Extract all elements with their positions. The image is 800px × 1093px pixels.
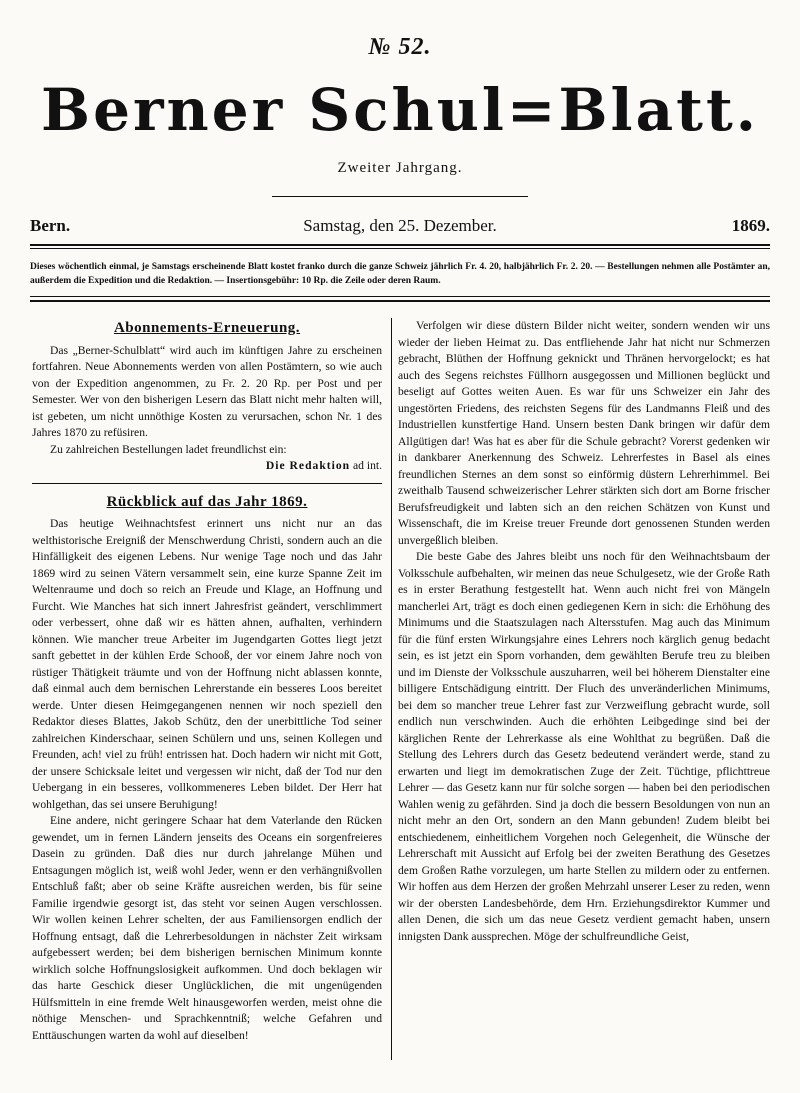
section-rule (32, 483, 382, 484)
dateline-date: Samstag, den 25. Dezember. (303, 216, 497, 235)
article-paragraph: Das „Berner-Schulblatt“ wird auch im künftigen Jahre zu erscheinen fortfahren. Neue Abonnements werden von allen Postämtern, so wie auch von der Expedition angenommen, zu Fr. 2. 20 Rp. per Post und per Semester. Wer von den bisherigen Lesern das Blatt nicht mehr halten will, ist gebeten, um nicht unnöthige Kosten zu verursachen, schon Nr. 1 des Jahres 1870 zu refüsiren. (32, 343, 382, 439)
review-article (32, 494, 382, 1045)
masthead-title: Berner Schul=Blatt. (41, 76, 759, 144)
article-paragraph: Zu zahlreichen Bestellungen ladet freundlichst ein: (50, 442, 287, 456)
header-rule-bottom (30, 248, 770, 249)
notice-rule-bottom (30, 300, 770, 302)
article-paragraph: Verfolgen wir diese düstern Bilder nicht weiter, sondern wenden wir uns wieder der lieben Heimat zu. Das entfliehende Jahr hat nicht nur Schmerzen gebracht, Blüthen der Hoffnung geknickt und Thränen hervorgelockt; es hat auch des Segens reichstes Füllhorn ausgegossen und Millionen beglückt und beseligt auf Gottes weiten Auen. Es war für uns Schweizer ein Jahr des ungestörten Friedens, des reichsten Segens für des Landmanns Fleiß und des Industriellen kunstfertige Hand. Unsern besten Dank bringen wir dafür dem Allgütigen dar! Was hat es aber für die Schule gebracht? Vorerst gedenken wir in dankbarer Anerkennung des Schweiz. Lehrerfestes in Basel als eines freundlichen Sternes an dem sonst so einförmig düstern Lehrerhimmel. Bei zweithalb Tausend schweizerischer Lehrer stärkten sich dort am Borne frischer Berufsfreudigkeit und labten sich an den reichen Schätzen von Kunst und Wissenschaft, die im Kreise treuer Freunde dort genossenen Stunden werden unvergeßlich bleiben. (398, 319, 770, 547)
article-paragraph: Eine andere, nicht geringere Schaar hat dem Vaterlande den Rücken gewendet, um in fernen Ländern jenseits des Oceans ein sorgenfreieres Dasein zu gründen. Daß dies nur durch jahrelange Mühen und Entsagungen möglich ist, weiß wohl Jeder, wenn er den verhängnißvollen Entschluß faßt; aber ob seine Kräfte ausreichen werden, bis für seine Familie irgendwie gesorgt ist, das steht vor seinen Augen verschlossen. Wir wollen keinen Lehrer schelten, der aus Familiensorgen endlich der Hoffnung entsagt, daß die Lehrerbesoldungen in nächster Zeit wirksam aufgebessert werden; bei dem bisherigen bernischen Minimum konnte wirklich solche Hoffnungslosigkeit aufkommen. Und doch beklagen wir das harte Geschick dieser Unglücklichen, die mit ungenügenden Hülfsmitteln in eine fremde Welt hinausgeworfen werden, meist ohne die nöthige Menschen- und Sprachkenntniß; welche Gefahren und Enttäuschungen warten da wohl auf dieselben! (32, 814, 382, 1042)
signoff-suffix: ad int. (353, 459, 382, 472)
header-rule-top (30, 244, 770, 246)
subscription-notice: Dieses wöchentlich einmal, je Samstags erscheinende Blatt kostet franko durch die ganze Schweiz jährlich Fr. 4. 20, halbjährlich Fr. 2. 20. — Bestellungen nehmen alle Postämter an, außerdem die Expedition und die Redaktion. — Insertionsgebühr: 10 Rp. die Zeile oder deren Raum. (30, 262, 770, 286)
dateline (30, 216, 770, 238)
subtitle-rule (272, 196, 528, 197)
issue-number: № 52. (368, 34, 432, 60)
left-column (32, 320, 382, 1044)
notice-rule-top (30, 296, 770, 297)
dateline-place: Bern. (30, 216, 71, 235)
dateline-year: 1869. (731, 216, 770, 235)
article-paragraph: Das heutige Weihnachtsfest erinnert uns nicht nur an das welthistorische Ereigniß der Menschwerdung Christi, sondern auch an die Hinfälligkeit des eigenen Lebens. Nur wenige Tage noch und das Jahr 1869 wird zu seinen Vätern versammelt sein, eine kurze Spanne Zeit im Weltenraume und doch so reich an Freude und Klage, an Hoffnung und Furcht. Wie Manches hat sich innert Jahresfrist geändert, verschlimmert oder verbessert, ohne daß wir es hätten ahnen, aufhalten, verhindern können. Wie mancher treue Arbeiter im Jugendgarten Gottes liegt jetzt sanft gebettet in der kühlen Erde Schooß, der vor einem Jahre noch von rüstiger Thätigkeit träumte und von der Hoffnung nicht ablassen konnte, daß einmal auch dem bernischen Lehrerstande ein besseres Loos bereitet werde. Unter diesen Heimgegangenen nennen wir noch speziell den Redaktor dieses Blattes, Jakob Schütz, den der unerbittliche Tod seiner zahlreichen Kinderschaar, seinen Schülern und uns, seinen Kollegen und Freunden, ach! viel zu früh! entrissen hat. Doch hadern wir nicht mit Gott, der unsere Schicksale leitet und vergessen wir nicht, daß der Tod nur den Uebergang in ein besseres, vollkommeneres Leben bildet. Der Herr hat wohlgethan, das sei unsere Beruhigung! (32, 517, 382, 811)
article-title-review: Rückblick auf das Jahr 1869. (106, 493, 308, 510)
column-divider (391, 318, 392, 1060)
signoff (32, 458, 382, 475)
article-paragraph: Die beste Gabe des Jahres bleibt uns noch für den Weihnachtsbaum der Volksschule aufbehalten, wir meinen das neue Schulgesetz, wie der Große Rath es in erster Berathung festgestellt hat. Wenn auch nicht frei von Mängeln mancherlei Art, trägt es doch einen gediegenen Kern in sich: die Erhöhung des Minimums und die Staatszulagen nach Altersstufen. Mag auch das Minimum für die fünf ersten Wirkungsjahre eines Lehrers noch kärglich genug bedacht sein, es ist jetzt ein Sporn vorhanden, dem gewählten Berufe treu zu bleiben und im Dienste der Volksschule auszuharren, weil bei höherem Dienstalter eine billigere Entschädigung eintritt. Der Fluch des unveränderlichen Minimums, bei dem so mancher treue Lehrer fast zur Verzweiflung gebracht wurde, soll endlich nun verschwinden. Auch die erhöhten Leibgedinge sind bei der kärglichen Rente der Lehrerkasse als eine Wohlthat zu begrüßen. Daß die Stellung des Lehrers durch das Gesetz bedeutend verändert werde, stand zu erwarten und liegt im demokratischen Zuge der Zeit. Tüchtige, pflichttreue Lehrer — das Gesetz kann nur für solche sorgen — haben bei den periodischen Wahlen wenig zu gefährden. Sind ja doch die bessern Besoldungen von nun an nicht mehr an den Ort, sondern an den Mann gebunden! Zudem bleibt bei entschiedenem, einheitlichem Vorgehen noch Gelegenheit, die Wünsche der Lehrerschaft mit Aussicht auf Erfolg bei der zweiten Berathung des Gesetzes dem Großen Rathe vorzulegen, um harte Stellen zu mildern oder zu entfernen. Wir hoffen aus dem Herzen der großen Mehrzahl unserer Leser zu reden, wenn wir der obersten Landesbehörde, dem Hrn. Erziehungsdirektor Kummer und allen Denen, die sich um das neue Gesetz verdient gemacht haben, unsern innigsten Dank aussprechen. Möge der schulfreundliche Geist, (398, 550, 770, 943)
right-column (398, 318, 770, 945)
signoff-redaktion: Die Redaktion (265, 459, 351, 472)
article-title-subscription: Abonnements-Erneuerung. (113, 320, 301, 336)
edition-subtitle: Zweiter Jahrgang. (337, 160, 463, 176)
